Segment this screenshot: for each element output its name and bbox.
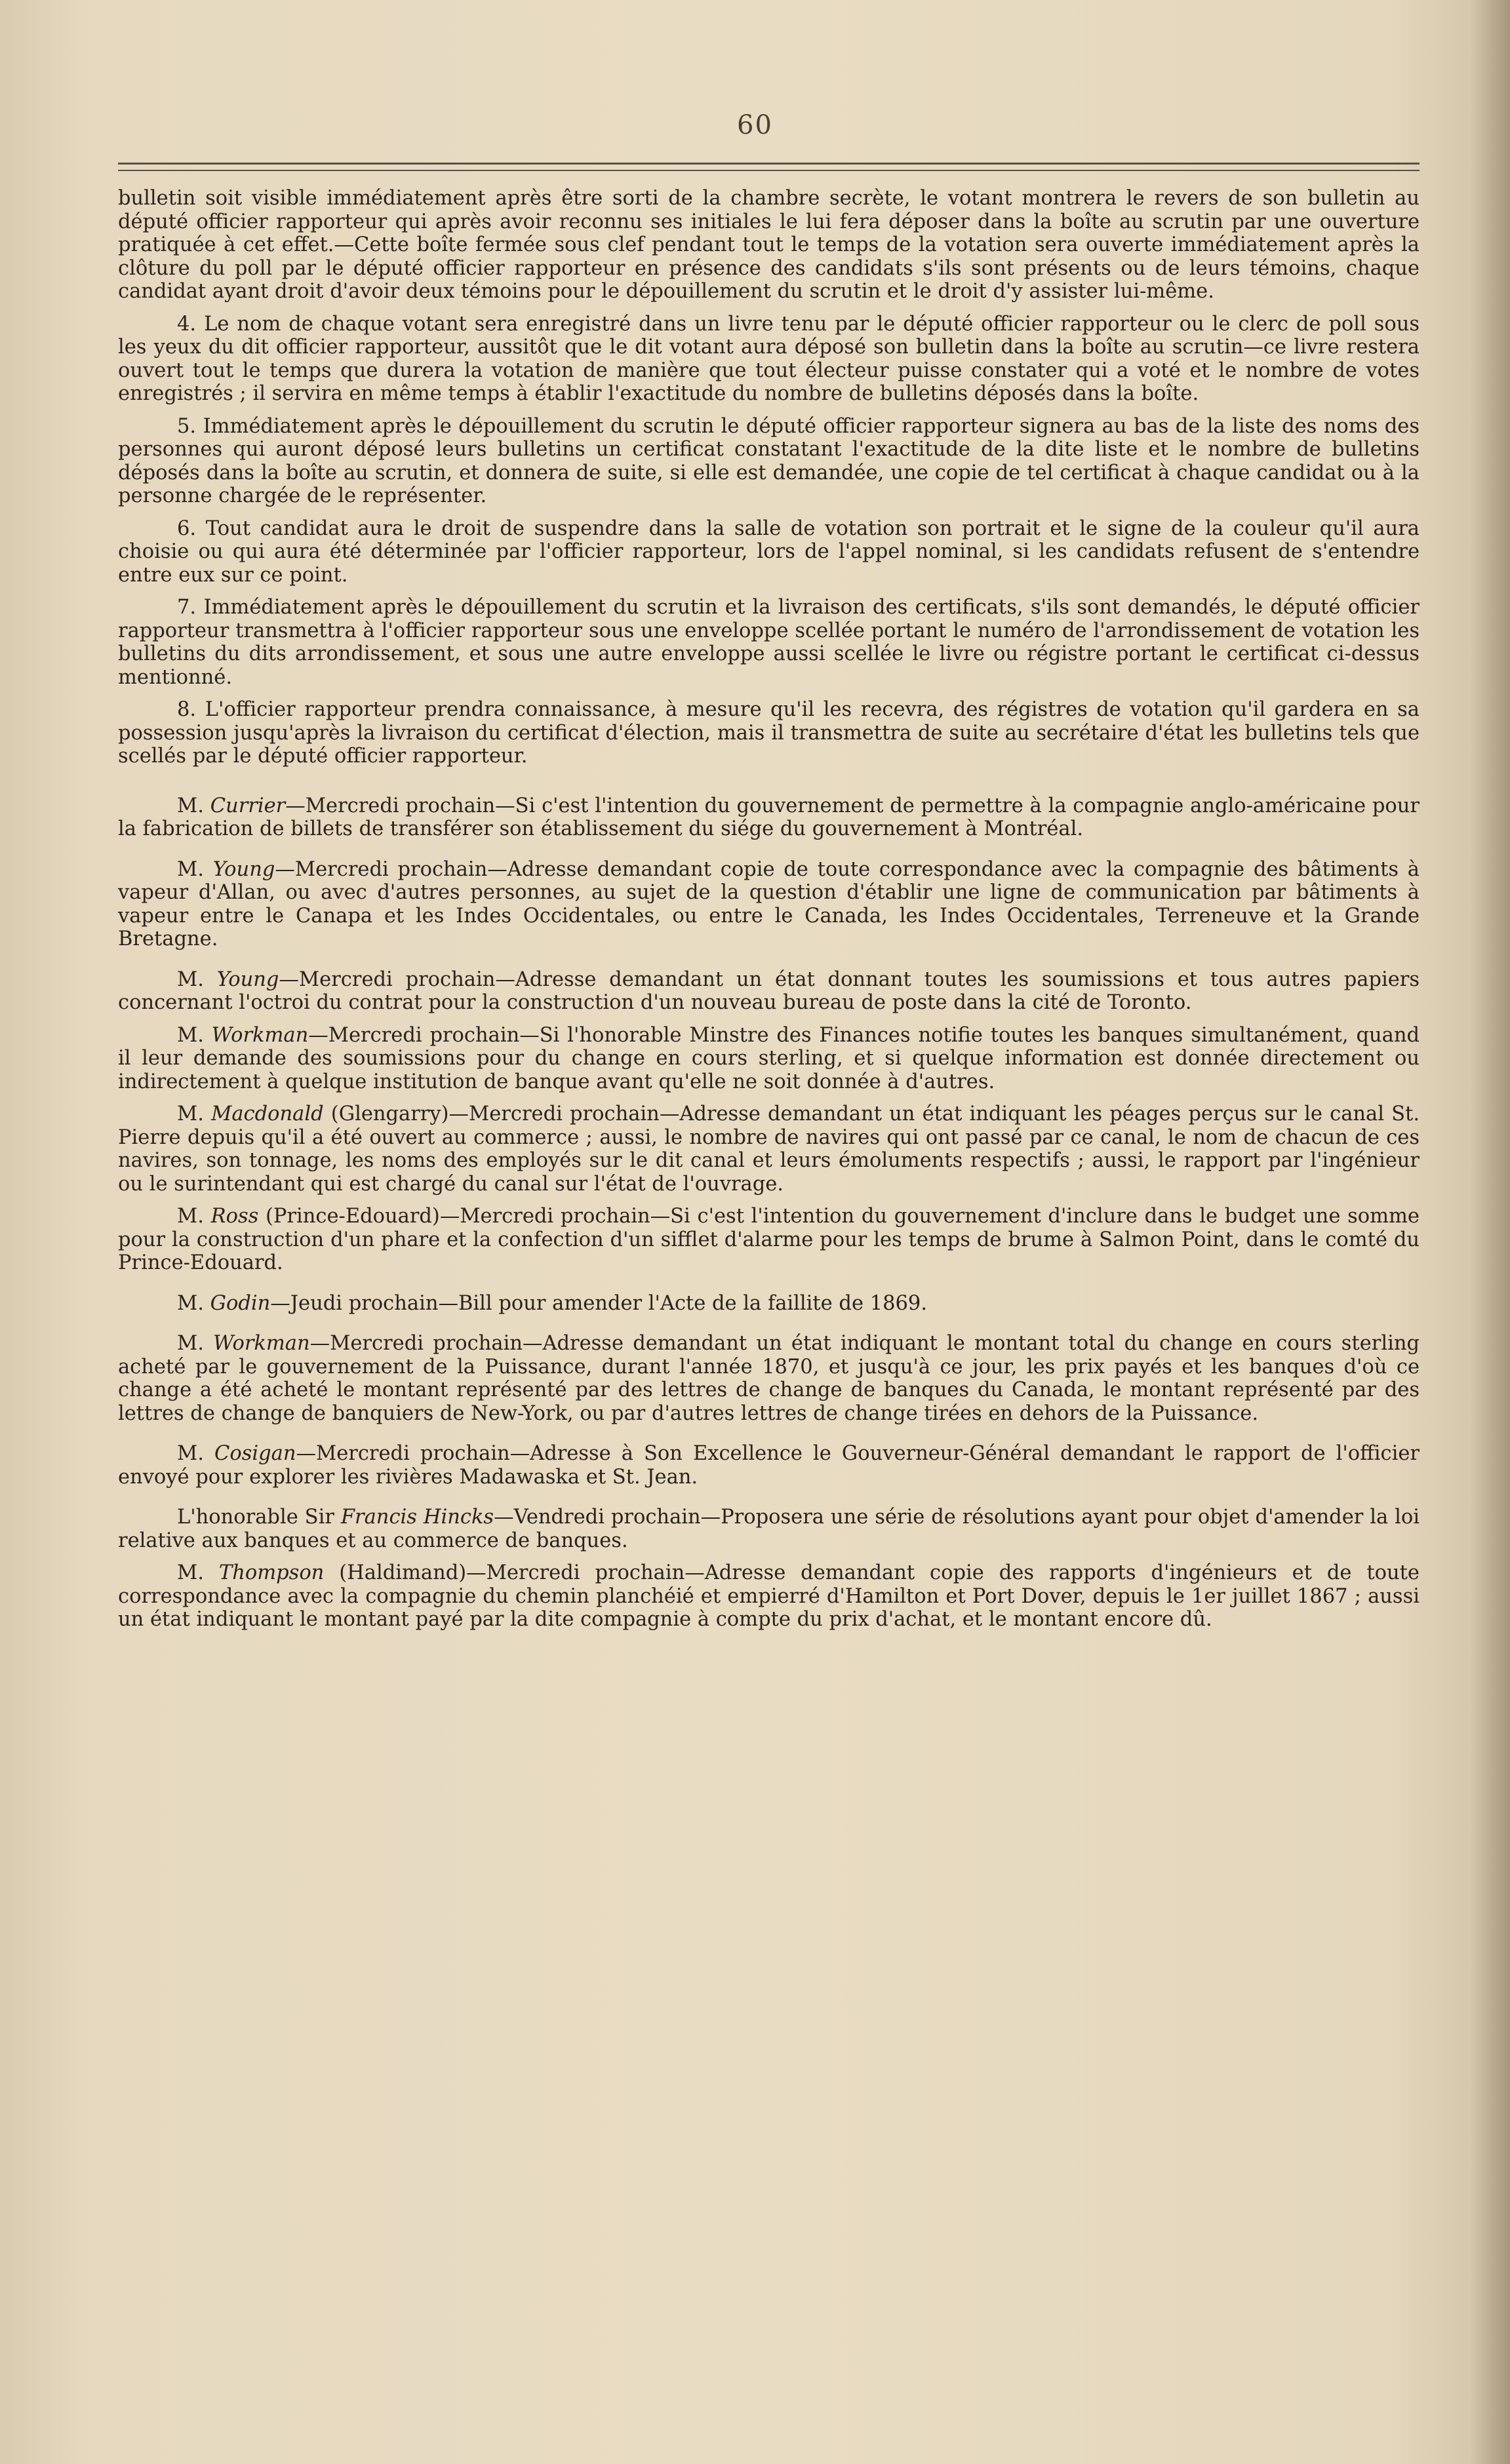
speaker-name: Francis Hincks xyxy=(340,1506,494,1529)
clause-number: 5. xyxy=(177,414,197,438)
speaker-name: Workman xyxy=(211,1023,309,1047)
clause-number: 4. xyxy=(177,312,197,336)
notice-prefix: M. xyxy=(177,1205,204,1228)
notice-prefix: M. xyxy=(177,794,204,817)
notice-young-1 xyxy=(118,858,1420,951)
notice-text: —Mercredi prochain—Adresse à Son Excellence le Gouverneur-Général demandant le rapport de l'officier envoyé pour explorer les rivières Madawaska et St. Jean. xyxy=(118,1442,1420,1489)
notice-prefix: M. xyxy=(177,1023,204,1047)
paragraph-text: Immédiatement après le dépouillement du scrutin et la livraison des certificats, s'ils sont demandés, le député officier rapporteur transmettra à l'officier rapporteur sous une enveloppe scellée portant le numéro de l'arrondissement de votation les bulletins du dits arrondissement, et sous une autre enveloppe aussi scellée le livre ou régistre portant le certificat ci-dessus mentionné. xyxy=(118,596,1420,689)
notice-text: —Mercredi prochain—Adresse demandant un état indiquant les péages perçus sur le canal St. Pierre depuis qu'il a été ouvert au commerce ; aussi, le nombre de navires qui ont passé par ce canal, le nom de chacun de ces navires, son tonnage, les noms des employés sur le dit canal et leurs émoluments respectifs ; aussi, le rapport par l'ingénieur ou le surintendant qui est chargé du canal sur l'état de l'ouvrage. xyxy=(118,1103,1420,1196)
paragraph-clause-4 xyxy=(118,313,1420,406)
document-body xyxy=(118,187,1420,1641)
notice-text: —Mercredi prochain—Si c'est l'intention du gouvernement de permettre à la compagnie anglo-américaine pour la fabrication de billets de transférer son établissement du siége du gouvernement à Montréal. xyxy=(118,794,1420,840)
notice-ross xyxy=(118,1205,1420,1275)
speaker-name: Young xyxy=(216,968,279,991)
notice-prefix: M. xyxy=(177,968,204,991)
clause-number: 7. xyxy=(177,596,197,619)
paragraph-text: bulletin soit visible immédiatement après être sorti de la chambre secrète, le votant montrera le revers de son bulletin au député officier rapporteur qui après avoir reconnu ses initiales le lui fera déposer dans la boîte au scrutin par une ouverture pratiquée à cet effet.—Cette boîte fermée sous clef pendant tout le temps de la votation sera ouverte immédiatement après la clôture du poll par le député officier rapporteur en présence des candidats s'ils sont présents ou de leurs témoins, chaque candidat ayant droit d'avoir deux témoins pour le dépouillement du scrutin et le droit d'y assister lui-même. xyxy=(118,187,1420,303)
speaker-name: Cosigan xyxy=(214,1442,296,1465)
notice-prefix: M. xyxy=(177,1103,204,1125)
notice-prefix: M. xyxy=(177,1291,204,1315)
speaker-name: Currier xyxy=(210,794,286,817)
paragraph-clause-5 xyxy=(118,415,1420,508)
page-number: 60 xyxy=(737,110,773,140)
notice-prefix: M. xyxy=(177,1561,204,1584)
speaker-name: Young xyxy=(212,857,275,881)
header-rule-thin xyxy=(118,170,1420,171)
notice-text: —Vendredi prochain—Proposera une série de résolutions ayant pour objet d'amender la loi relative aux banques et au commerce de banques. xyxy=(118,1506,1420,1552)
speaker-name: Godin xyxy=(210,1291,271,1315)
notice-prefix: M. xyxy=(177,1332,204,1355)
speaker-name: Thompson xyxy=(218,1561,325,1584)
paragraph-continued xyxy=(118,187,1420,303)
paragraph-text: Tout candidat aura le droit de suspendre dans la salle de votation son portrait et le signe de la couleur qu'il aura choisie ou qui aura été déterminée par l'officier rapporteur, lors de l'appel nominal, si les candidats refusent de s'entendre entre eux sur ce point. xyxy=(118,517,1420,587)
paragraph-text: L'officier rapporteur prendra connaissance, à mesure qu'il les recevra, des régistres de votation qu'il gardera en sa possession jusqu'après la livraison du certificat d'élection, mais il transmettra de suite au secrétaire d'état les bulletins tels que scellés par le député officier rapporteur. xyxy=(118,698,1420,768)
notice-macdonald xyxy=(118,1103,1420,1196)
notice-text: —Mercredi prochain—Si l'honorable Minstre des Finances notifie toutes les banques simultanément, quand il leur demande des soumissions pour du change en cours sterling, et si quelque information est donnée directement ou indirectement à quelque institution de banque avant qu'elle ne soit donnée à d'autres. xyxy=(118,1023,1420,1093)
notice-text: —Jeudi prochain—Bill pour amender l'Acte de la faillite de 1869. xyxy=(270,1291,928,1315)
paragraph-clause-8 xyxy=(118,698,1420,768)
notice-text: —Mercredi prochain—Adresse demandant un état donnant toutes les soumissions et tous autres papiers concernant l'octroi du contrat pour la construction d'un nouveau bureau de poste dans la cité de Toronto. xyxy=(118,968,1420,1014)
notice-workman-2 xyxy=(118,1332,1420,1425)
paragraph-text: Immédiatement après le dépouillement du scrutin le député officier rapporteur signera au bas de la liste des noms des personnes qui auront déposé leurs bulletins un certificat constatant l'exactitude de la dite liste et le nombre de bulletins déposés dans la boîte au scrutin, et donnera de suite, si elle est demandée, une copie de tel certificat à chaque candidat ou à la personne chargée de le représenter. xyxy=(118,414,1420,507)
notice-thompson xyxy=(118,1561,1420,1632)
speaker-name: Macdonald xyxy=(211,1103,324,1125)
notice-text: —Mercredi prochain—Adresse demandant copie de toute correspondance avec la compagnie des bâtiments à vapeur d'Allan, ou avec d'autres personnes, au sujet de la question d'établir une ligne de communication par bâtiments à vapeur entre le Canapa et les Indes Occidentales, ou entre le Canada, les Indes Occidentales, Terreneuve et la Grande Bretagne. xyxy=(118,857,1420,950)
speaker-name: Workman xyxy=(213,1332,310,1355)
page-edge-shadow xyxy=(1471,0,1510,2464)
notice-prefix: M. xyxy=(177,1442,204,1465)
header-rule xyxy=(118,163,1420,165)
paragraph-text: Le nom de chaque votant sera enregistré dans un livre tenu par le député officier rapporteur ou le clerc de poll sous les yeux du dit officier rapporteur, aussitôt que le dit votant aura déposé son bulletin dans la boîte au scrutin—ce livre restera ouvert tout le temps que durera la votation de manière que tout électeur puisse constater qui a voté et le nombre de votes enregistrés ; il servira en même temps à établir l'exactitude du nombre de bulletins déposés dans la boîte. xyxy=(118,312,1420,405)
notice-hincks xyxy=(118,1506,1420,1552)
notice-text: —Mercredi prochain—Adresse demandant copie des rapports d'ingénieurs et de toute correspondance avec la compagnie du chemin planchéié et empierré d'Hamilton et Port Dover, depuis le 1er juillet 1867 ; aussi un état indiquant le montant payé par la dite compagnie à compte du prix d'achat, et le montant encore dû. xyxy=(118,1561,1420,1631)
speaker-riding: (Haldimand) xyxy=(324,1561,467,1584)
clause-number: 8. xyxy=(177,698,197,721)
notice-prefix: L'honorable Sir xyxy=(177,1506,334,1529)
clause-number: 6. xyxy=(177,517,197,540)
notice-prefix: M. xyxy=(177,857,204,881)
speaker-riding: (Prince-Edouard) xyxy=(258,1205,440,1228)
speaker-riding: (Glengarry) xyxy=(323,1103,449,1125)
notice-godin xyxy=(118,1292,1420,1316)
notice-young-2 xyxy=(118,968,1420,1015)
paragraph-clause-6 xyxy=(118,517,1420,587)
notice-text: —Mercredi prochain—Si c'est l'intention du gouvernement d'inclure dans le budget une somme pour la construction d'un phare et la confection d'un sifflet d'alarme pour les temps de brume à Salmon Point, dans le comté du Prince-Edouard. xyxy=(118,1205,1420,1274)
notice-currier xyxy=(118,794,1420,841)
speaker-name: Ross xyxy=(210,1205,259,1228)
paragraph-clause-7 xyxy=(118,596,1420,689)
notice-text: —Mercredi prochain—Adresse demandant un état indiquant le montant total du change en cours sterling acheté par le gouvernement de la Puissance, durant l'année 1870, et jusqu'à ce jour, les prix payés et les banques d'où ce change a été acheté le montant représenté par des lettres de change de banques du Canada, le montant représenté par des lettres de change de banquiers de New-York, ou par d'autres lettres de change tirées en dehors de la Puissance. xyxy=(118,1332,1420,1425)
notice-workman-1 xyxy=(118,1024,1420,1094)
notice-cosigan xyxy=(118,1442,1420,1489)
